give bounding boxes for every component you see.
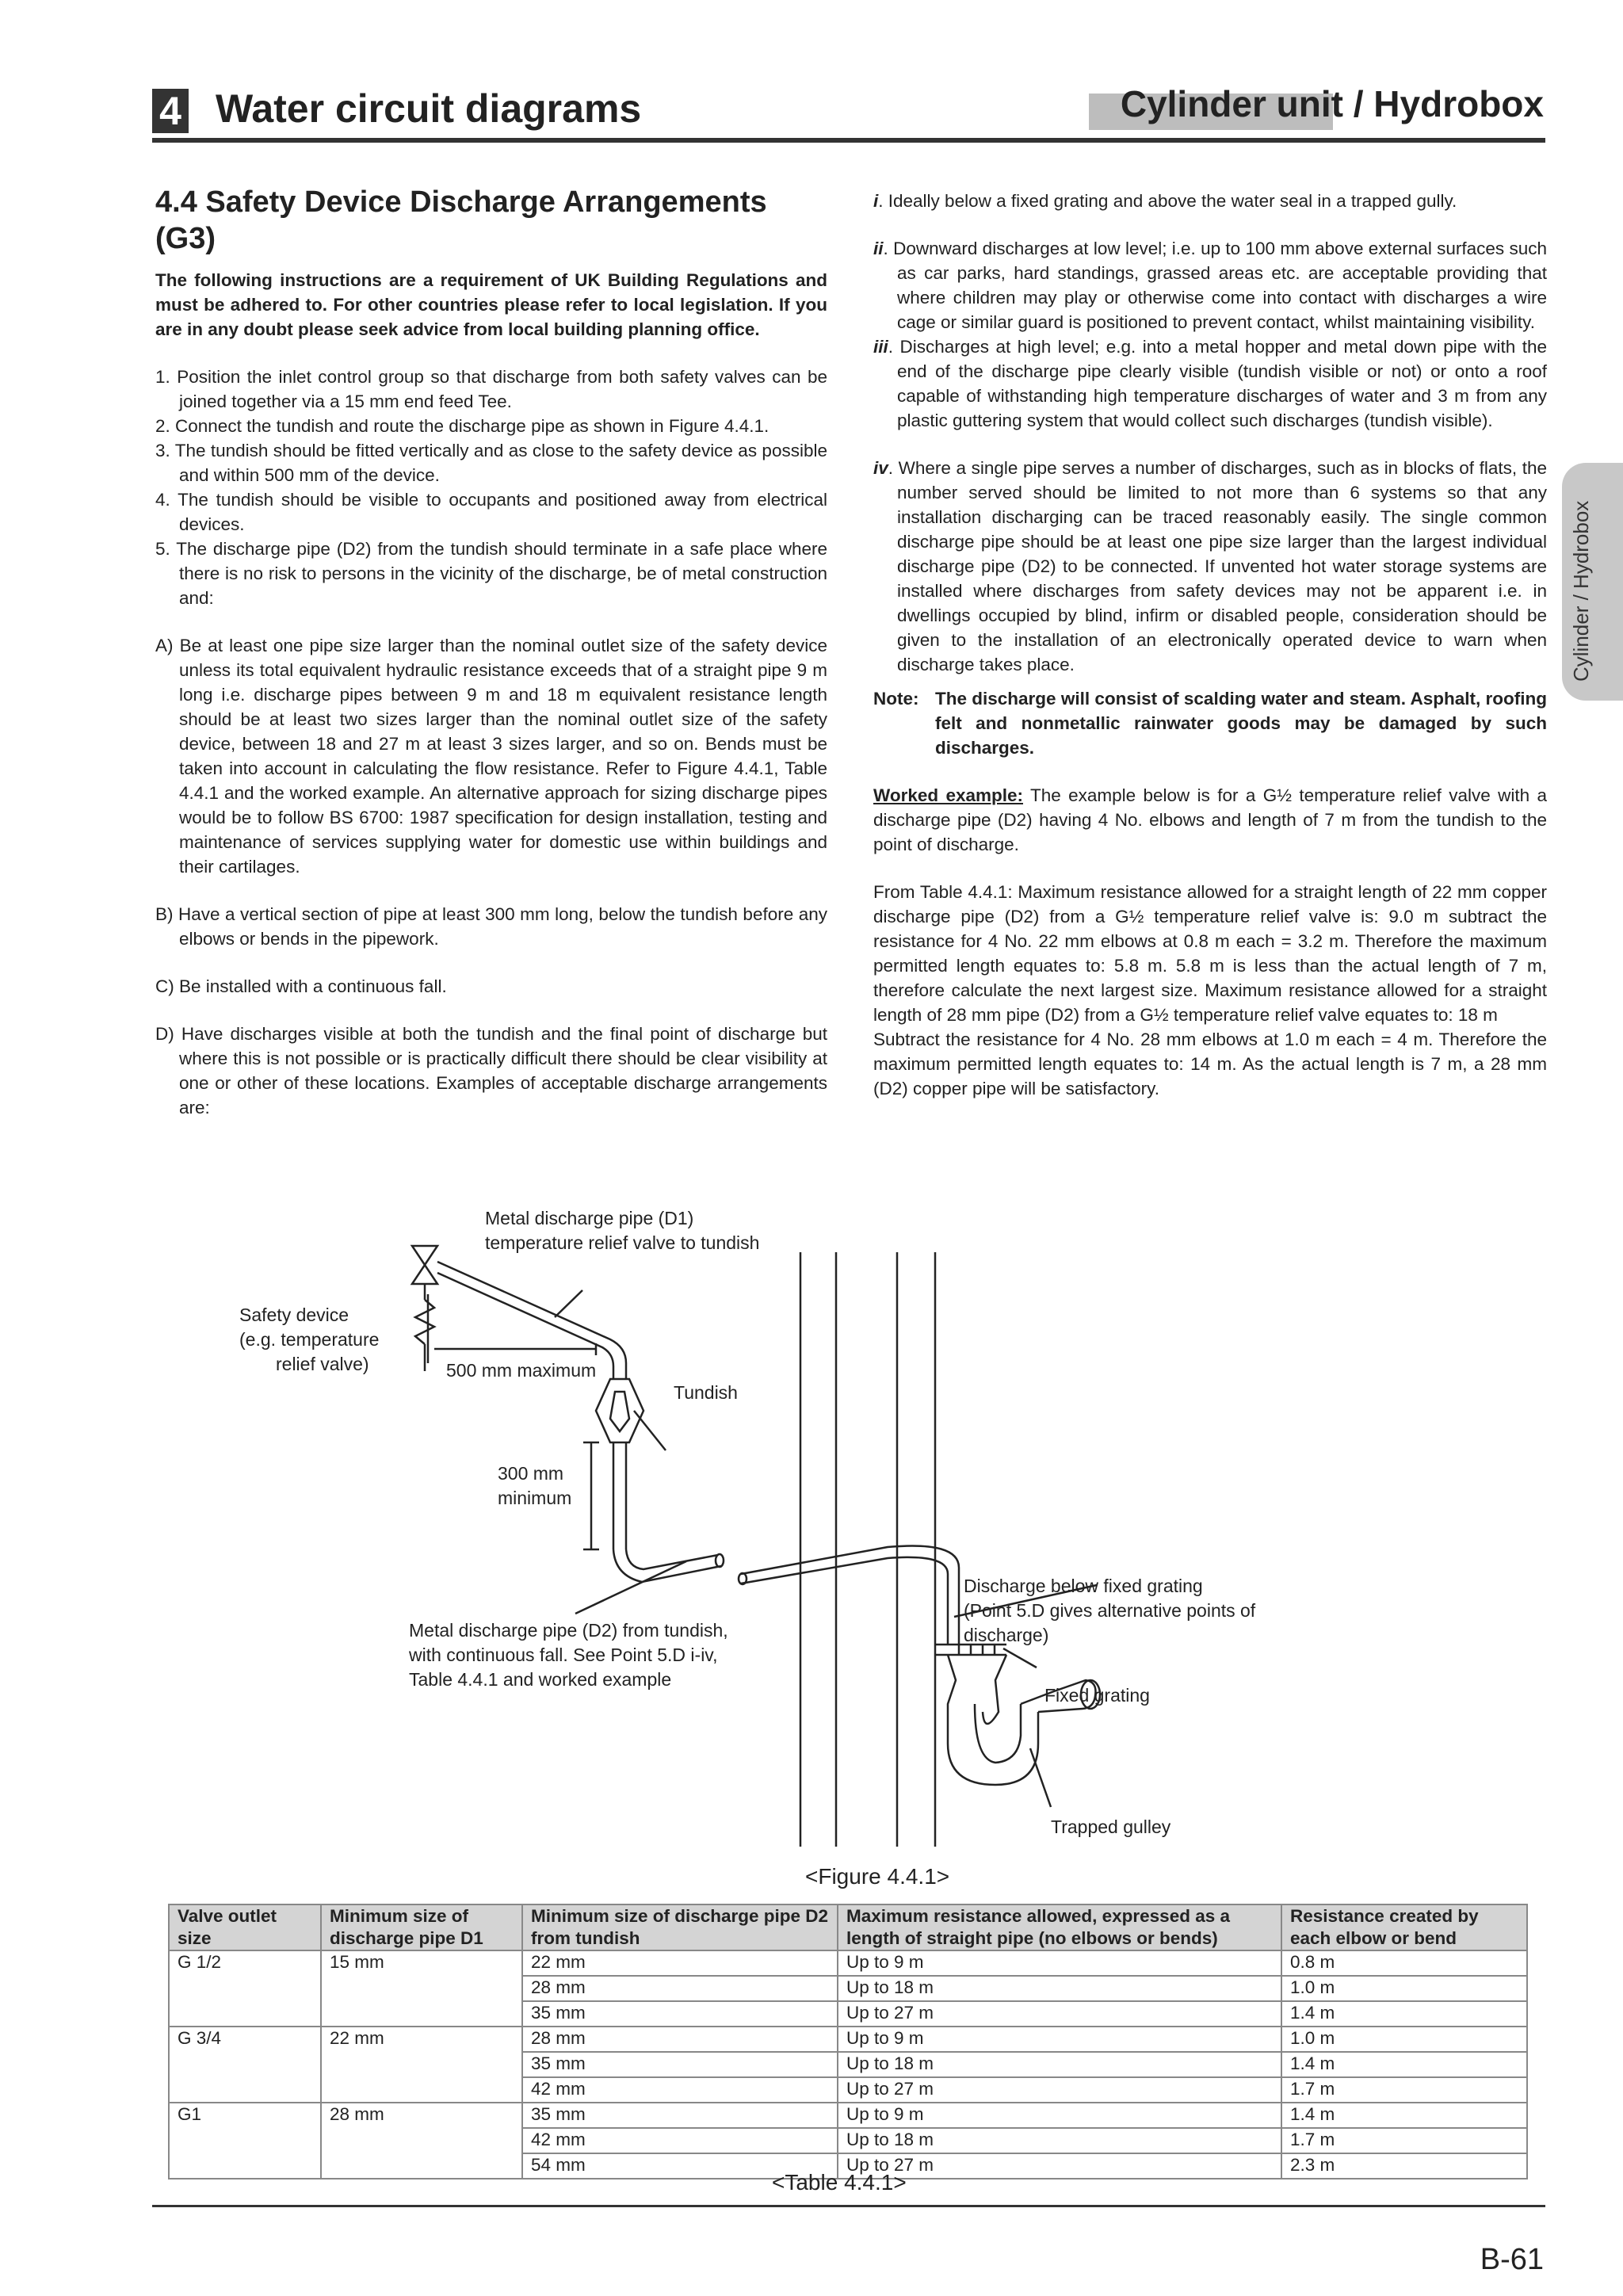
table-row: [169, 1976, 1527, 2001]
leader-line: [1003, 1648, 1037, 1668]
pipe-d2-bend: [626, 1549, 718, 1569]
item-ii: ii. Downward discharges at low level; i.e. up to 100 mm above external surfaces such as car parks, hard standings, grassed areas etc. are acceptable providing that where children may play or otherwise come into contact with discharges a wire cage or similar guard is positioned to prevent contact, whilst maintaining visibility.: [873, 239, 1547, 332]
pipe-d2-outer: [741, 1545, 959, 1645]
table-cell: [321, 2001, 522, 2027]
leader-line: [575, 1561, 686, 1614]
table-cell: [169, 2052, 321, 2077]
chapter-number: 4: [152, 89, 189, 133]
table-row: [169, 2128, 1527, 2153]
table-cell: 2.3 m: [1281, 2153, 1527, 2179]
table-row: [169, 2077, 1527, 2103]
side-tab-label: Cylinder / Hydrobox: [1569, 500, 1593, 682]
table-cell: 28 mm: [522, 2027, 838, 2052]
table-cell: 35 mm: [522, 2001, 838, 2027]
step-2: 2. Connect the tundish and route the discharge pipe as shown in Figure 4.4.1.: [155, 416, 769, 436]
valve-body: [412, 1246, 437, 1265]
calculation-1: From Table 4.4.1: Maximum resistance allowed for a straight length of 22 mm copper discharge pipe (D2) from a G½ temperature relief valve is: 9.0 m subtract the resistance for 4 No. 22 mm elbows at 0.8 m each = 3.2 m. Therefore the maximum permitted length equates to: 5.8 m. 5.8 m is less than the actual length of 7 m, therefore calculate the next largest size. Maximum resistance allowed for a straight length of 28 mm pipe (D2) from a G½ temperature relief valve equates to: 18 m: [873, 882, 1547, 1025]
table-cell: [321, 2077, 522, 2103]
table-cell: 42 mm: [522, 2077, 838, 2103]
valve-spring: [415, 1300, 434, 1344]
table-cell: Up to 18 m: [838, 2052, 1281, 2077]
table-cell: 1.0 m: [1281, 1976, 1527, 2001]
tundish-inner: [610, 1392, 629, 1431]
header-rule: [152, 138, 1545, 143]
discharge-diagram: [143, 1189, 1331, 1870]
table-cell: G1: [169, 2103, 321, 2128]
table-cell: 1.7 m: [1281, 2077, 1527, 2103]
left-column: [155, 184, 827, 1120]
header-min-d1: Minimum size of discharge pipe D1: [321, 1904, 522, 1950]
table-row: [169, 2052, 1527, 2077]
label-fixed-grating: Fixed grating: [1044, 1685, 1150, 1706]
table-cell: [169, 2001, 321, 2027]
table-cell: 54 mm: [522, 2153, 838, 2179]
step-1: 1. Position the inlet control group so that discharge from both safety valves can be joined together via a 15 mm end feed Tee.: [155, 367, 827, 411]
table-header-row: [169, 1904, 1527, 1950]
product-title: Cylinder unit / Hydrobox: [1120, 83, 1544, 124]
calculation-2: Subtract the resistance for 4 No. 28 mm elbows at 1.0 m each = 4 m. Therefore the maximum permitted length equates to: 14 m. As the actual length is 7 m, a 28 mm (D2) copper pipe will be satisfactory.: [873, 1030, 1547, 1098]
table-cell: 35 mm: [522, 2103, 838, 2128]
leader-line: [1030, 1748, 1051, 1807]
table-cell: Up to 27 m: [838, 2153, 1281, 2179]
table-cell: [169, 2077, 321, 2103]
note: [873, 686, 1547, 760]
table-cell: 1.4 m: [1281, 2103, 1527, 2128]
footer-rule: [152, 2205, 1545, 2207]
figure-4-4-1: [143, 1189, 1331, 1870]
label-grating: Discharge below fixed grating (Point 5.D gives alternative points of discharge): [964, 1576, 1256, 1645]
step-5: 5. The discharge pipe (D2) from the tundish should terminate in a safe place where there is no risk to persons in the vicinity of the discharge, be of metal construction and:: [155, 539, 827, 608]
discharge-table: [168, 1904, 1528, 2179]
table-cell: 28 mm: [321, 2103, 522, 2128]
table-cell: Up to 18 m: [838, 1976, 1281, 2001]
table-cell: 1.7 m: [1281, 2128, 1527, 2153]
table-cell: G 1/2: [169, 1950, 321, 1976]
item-i: i. Ideally below a fixed grating and above the water seal in a trapped gully.: [873, 191, 1457, 211]
table-cell: Up to 18 m: [838, 2128, 1281, 2153]
label-safety-device: Safety device (e.g. temperature relief valve): [239, 1305, 380, 1374]
table-cell: Up to 27 m: [838, 2077, 1281, 2103]
point-d: D) Have discharges visible at both the tundish and the final point of discharge but where this is not possible or is practically difficult there should be clear visibility at one or other of these locations. Examples of acceptable discharge arrangements are:: [155, 1024, 827, 1117]
leader-line: [634, 1411, 666, 1450]
pipe-d2-inner: [741, 1557, 948, 1645]
table-cell: Up to 9 m: [838, 1950, 1281, 1976]
label-d1: Metal discharge pipe (D1) temperature relief valve to tundish: [485, 1208, 760, 1253]
table-cell: [169, 2128, 321, 2153]
table-cell: [321, 2153, 522, 2179]
table-cell: 42 mm: [522, 2128, 838, 2153]
table-cell: 22 mm: [522, 1950, 838, 1976]
table-cell: 35 mm: [522, 2052, 838, 2077]
table-cell: G 3/4: [169, 2027, 321, 2052]
table-row: [169, 2103, 1527, 2128]
table-cell: Up to 9 m: [838, 2027, 1281, 2052]
table-cell: 1.4 m: [1281, 2052, 1527, 2077]
section-title: 4.4 Safety Device Discharge Arrangements (G3): [155, 185, 767, 255]
label-300mm: 300 mm minimum: [498, 1463, 572, 1508]
worked-example: Worked example: The example below is for a G½ temperature relief valve with a discharge pipe (D2) having 4 No. elbows and length of 7 m from the tundish to the point of discharge.: [873, 785, 1547, 854]
header-max-resistance: Maximum resistance allowed, expressed as a length of straight pipe (no elbows or bends): [838, 1904, 1281, 1950]
table-cell: 15 mm: [321, 1950, 522, 1976]
pipe-end: [716, 1554, 724, 1567]
chapter-title: Water circuit diagrams: [216, 86, 642, 131]
table-cell: [321, 2052, 522, 2077]
table-caption: <Table 4.4.1>: [772, 2170, 907, 2195]
point-c: C) Be installed with a continuous fall.: [155, 976, 447, 996]
point-a: A) Be at least one pipe size larger than the nominal outlet size of the safety device unless its total equivalent hydraulic resistance exceeds that of a straight pipe 9 m long i.e. discharge pipes between 9 m and 18 m equivalent resistance length should be at least two sizes larger than the nominal outlet size of the safety device, between 18 and 27 m at least 3 sizes larger, and so on. Bends must be taken into account in calculating the flow resistance. Refer to Figure 4.4.1, Table 4.4.1 and the worked example. An alternative approach for sizing discharge pipes would be to follow BS 6700: 1987 specification for design installation, testing and maintenance of services supplying water for domestic use within buildings and their cartilages.: [155, 636, 827, 877]
table-row: [169, 1950, 1527, 1976]
label-d2: Metal discharge pipe (D2) from tundish, with continuous fall. See Point 5.D i-iv, Table 4.4.1 and worked example: [409, 1620, 728, 1690]
table-cell: Up to 9 m: [838, 2103, 1281, 2128]
valve-body: [412, 1265, 437, 1284]
table-cell: 28 mm: [522, 1976, 838, 2001]
point-b: B) Have a vertical section of pipe at least 300 mm long, below the tundish before any elbows or bends in the pipework.: [155, 904, 827, 949]
label-tundish: Tundish: [674, 1382, 738, 1403]
leader-line: [555, 1290, 582, 1317]
item-iv: iv. Where a single pipe serves a number of discharges, such as in blocks of flats, the number served should be limited to not more than 6 systems so that any installation discharging can be traced reasonably easily. The single common discharge pipe should be at least one pipe size larger than the largest individual discharge pipe (D2) to be connected. If unvented hot water storage systems are installed where discharges from safety devices may not be apparent i.e. in dwellings occupied by blind, infirm or disabled people, consideration should be given to the installation of an electronically operated device to warn when discharge takes place.: [873, 458, 1547, 674]
table-cell: 22 mm: [321, 2027, 522, 2052]
table-cell: 0.8 m: [1281, 1950, 1527, 1976]
table-row: [169, 2001, 1527, 2027]
step-3: 3. The tundish should be fitted vertically and as close to the safety device as possible and within 500 mm of the device.: [155, 441, 827, 485]
section-intro: The following instructions are a requirement of UK Building Regulations and must be adhered to. For other countries please refer to local legislation. If you are in any doubt please seek advice from local building planning office.: [155, 270, 827, 339]
gulley-body: [983, 1655, 1006, 1724]
header-elbow-resistance: Resistance created by each elbow or bend: [1281, 1904, 1527, 1950]
page-number: B-61: [1480, 2243, 1544, 2276]
header-min-d2: Minimum size of discharge pipe D2 from tundish: [522, 1904, 838, 1950]
item-iii: iii. Discharges at high level; e.g. into a metal hopper and metal down pipe with the end of the discharge pipe clearly visible (tundish visible or not) or onto a roof capable of withstanding high temperature discharges of water and 3 m from any plastic guttering system that would collect such discharges (tundish visible).: [873, 337, 1547, 430]
table-cell: 1.0 m: [1281, 2027, 1527, 2052]
table-cell: [169, 1976, 321, 2001]
table-cell: [321, 2128, 522, 2153]
label-500mm: 500 mm maximum: [446, 1360, 597, 1381]
table-cell: [169, 2153, 321, 2179]
table-cell: Up to 27 m: [838, 2001, 1281, 2027]
table-cell: 1.4 m: [1281, 2001, 1527, 2027]
label-trapped-gulley: Trapped gulley: [1051, 1817, 1171, 1837]
step-4: 4. The tundish should be visible to occupants and positioned away from electrical devices.: [155, 490, 827, 534]
figure-caption: <Figure 4.4.1>: [805, 1864, 950, 1889]
table-row: [169, 2027, 1527, 2052]
note-label: Note:: [873, 689, 919, 709]
right-column: [873, 189, 1547, 1101]
header-valve-outlet: Valve outlet size: [169, 1904, 321, 1950]
note-text: The discharge will consist of scalding water and steam. Asphalt, roofing felt and nonmetallic rainwater goods may be damaged by such discharges.: [935, 689, 1547, 758]
table-cell: [321, 1976, 522, 2001]
